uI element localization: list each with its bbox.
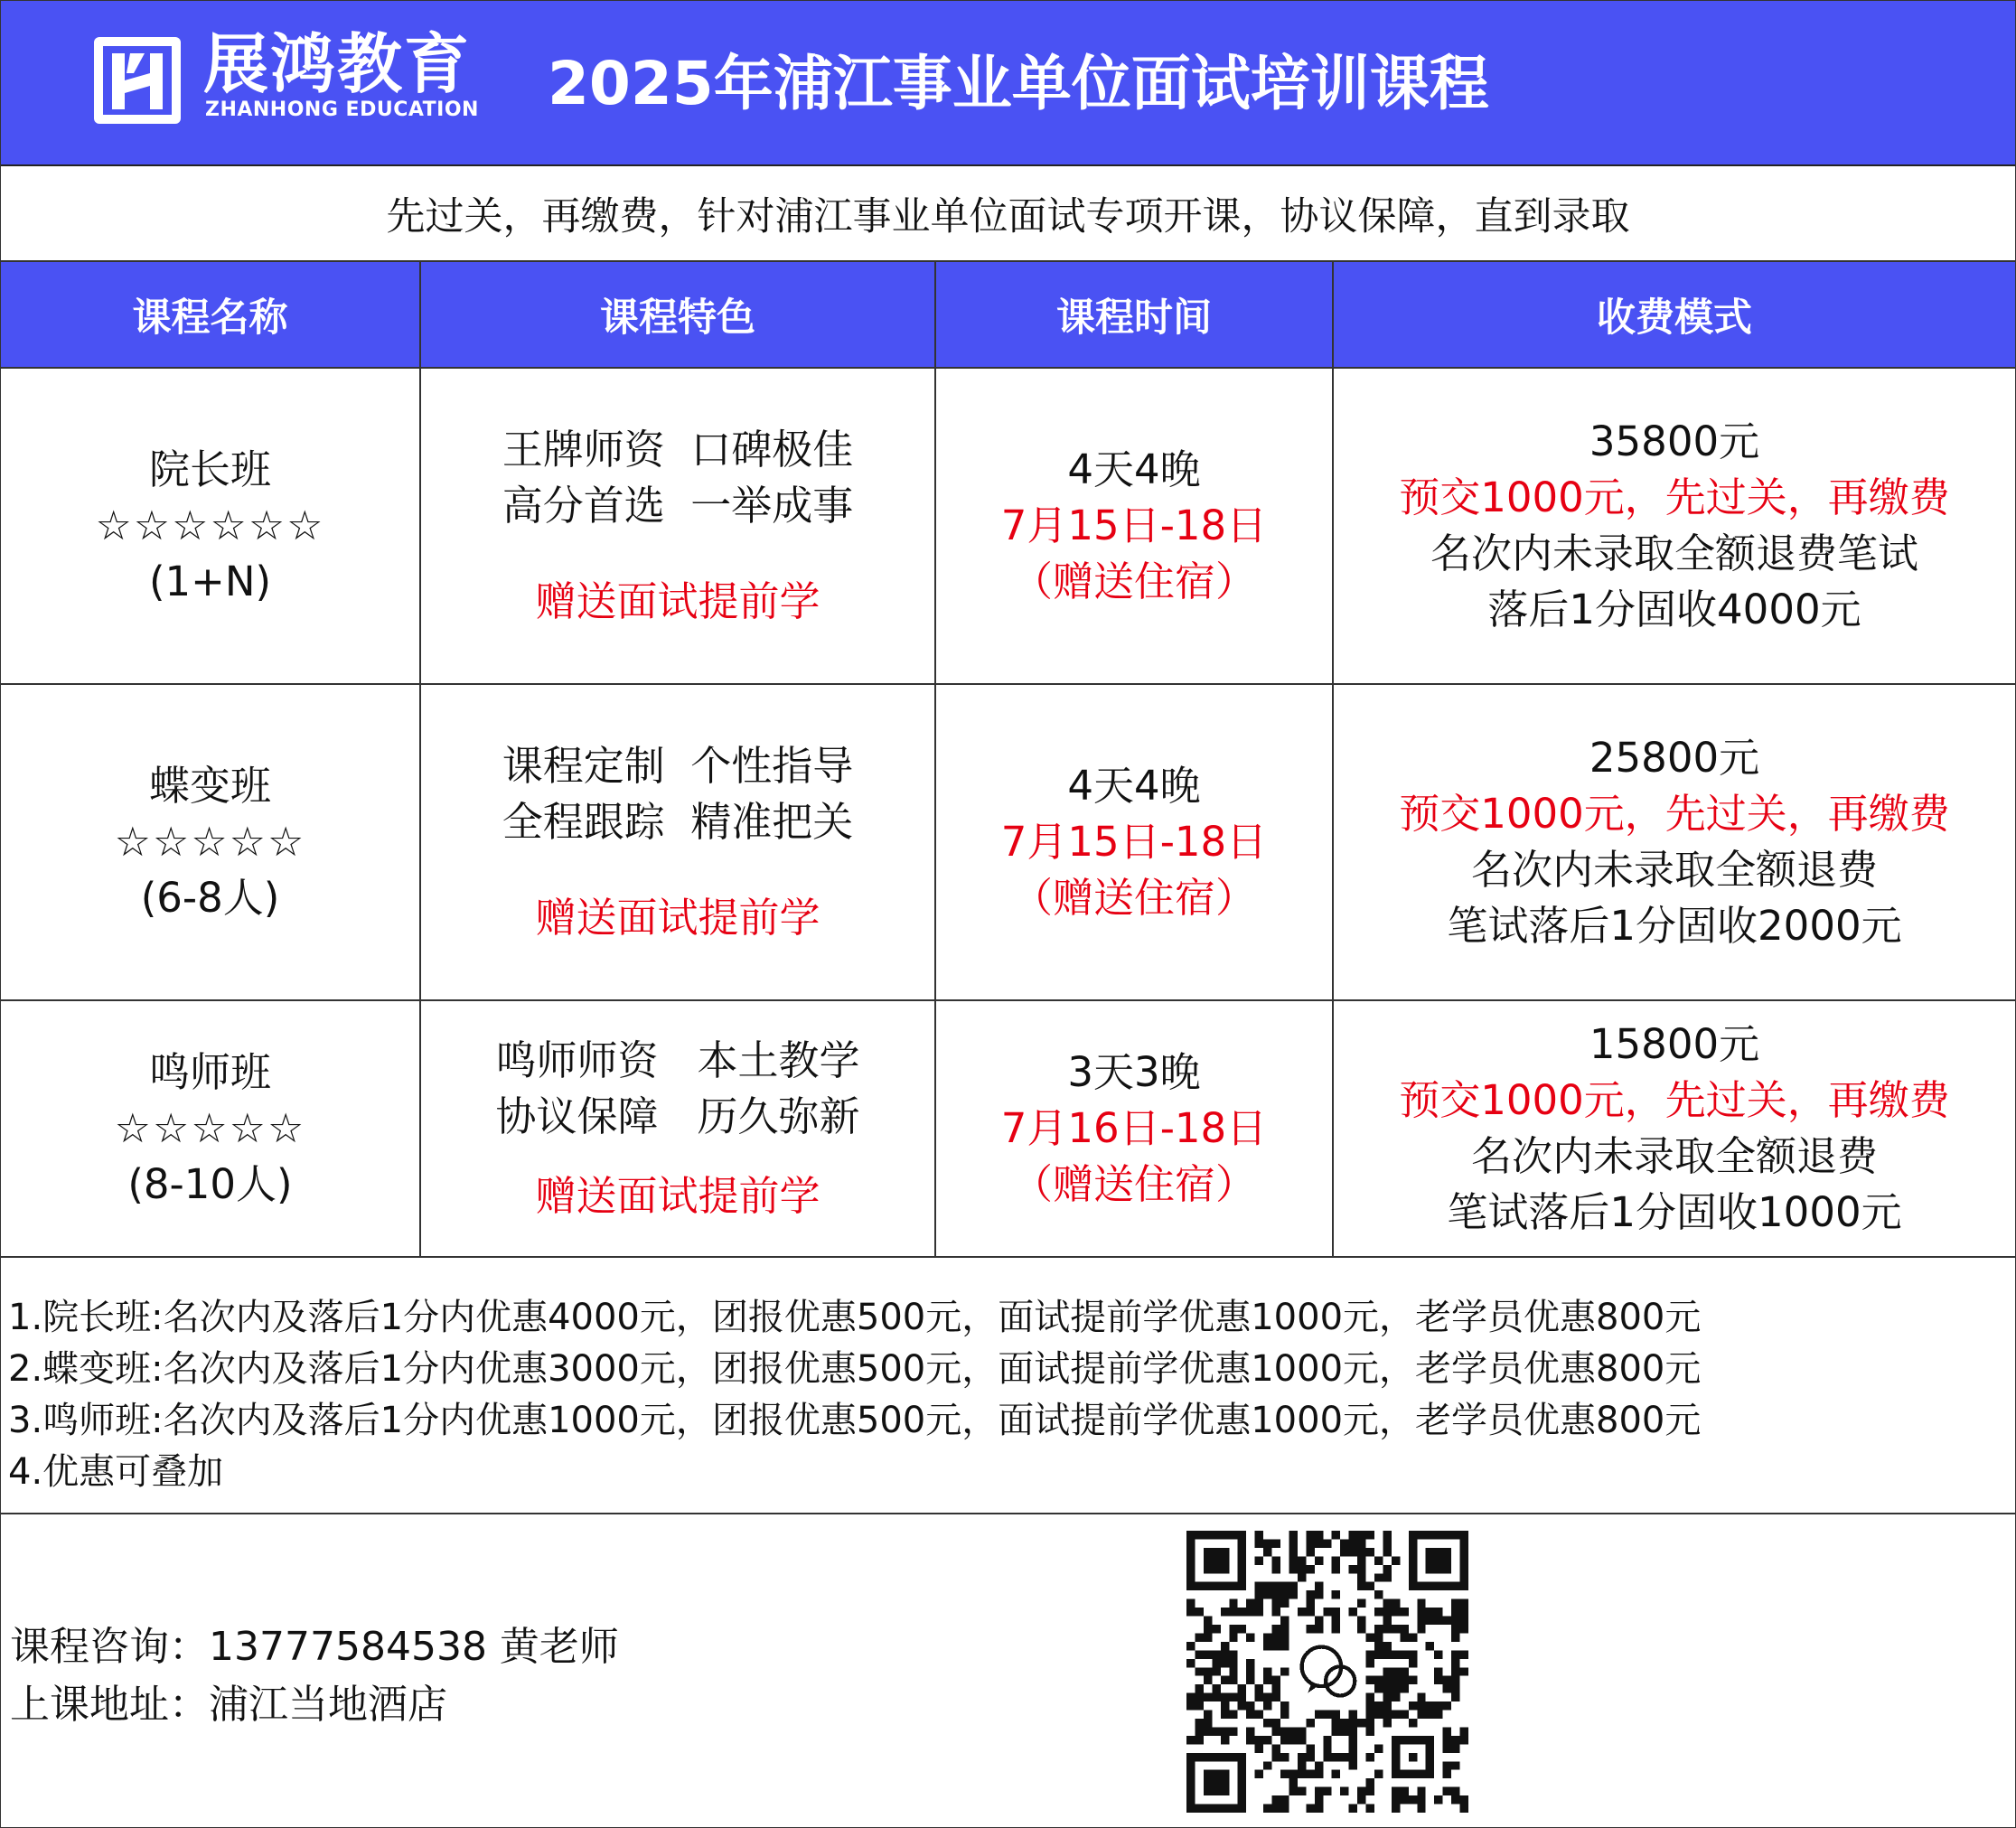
slogan: 先过关，再缴费，针对浦江事业单位面试专项开课，协议保障，直到录取 [1,166,2015,262]
footer [1,1514,2015,1827]
wechat-icon [1293,1637,1362,1706]
class-size: (6-8人) [140,874,280,922]
table-row [1,1001,2015,1258]
feature-line: 协议保障 历久弥新 [495,1092,860,1140]
note-line: 3.鸣师班:名次内及落后1分内优惠1000元，团报优惠500元，面试提前学优惠1000元，老学员优惠800元 [8,1400,1702,1441]
lodging-note: （赠送住宿） [1011,874,1256,922]
discount-notes [1,1258,2015,1514]
feature-line: 鸣师师资 本土教学 [495,1036,860,1084]
fee-term: 笔试落后1分固收1000元 [1447,1188,1902,1236]
date-range: 7月15日-18日 [1000,818,1268,866]
star-rating: ☆☆☆☆☆ [114,818,306,866]
note-line: 1.院长班:名次内及落后1分内优惠4000元，团报优惠500元，面试提前学优惠1000元，老学员优惠800元 [8,1297,1702,1338]
gift-note: 赠送面试提前学 [535,577,820,625]
feature-line: 全程跟踪 精准把关 [502,798,854,846]
course-name: 蝶变班 [148,762,271,810]
note-line: 4.优惠可叠加 [8,1451,224,1493]
fee-term: 笔试落后1分固收2000元 [1447,902,1902,950]
duration: 3天3晚 [1067,1048,1201,1096]
fee-cell [1334,369,2015,683]
column-header-fee: 收费模式 [1597,295,1752,341]
duration: 4天4晚 [1067,762,1201,810]
column-header-time: 课程时间 [936,262,1334,367]
fee-cell [1334,1001,2015,1256]
table-row [1,369,2015,685]
star-rating: ☆☆☆☆☆ [114,1104,306,1152]
course-time-cell [936,685,1334,999]
fee-term: 名次内未录取全额退费 [1470,1132,1878,1180]
course-features-cell [421,1001,936,1256]
consult-phone: 课程咨询：13777584538 黄老师 [10,1624,619,1670]
class-size: (1+N) [148,558,272,605]
brand-name-en: ZHANHONG EDUCATION [205,98,479,121]
star-rating: ☆☆☆☆☆☆ [95,502,325,549]
class-size: (8-10人) [127,1160,293,1208]
contact-info [10,1618,619,1734]
class-address: 上课地址：浦江当地酒店 [10,1682,447,1728]
course-name-cell [1,369,421,683]
column-header-features: 课程特色 [421,262,936,367]
note-line: 2.蝶变班:名次内及落后1分内优惠3000元，团报优惠500元，面试提前学优惠1000元，老学员优惠800元 [8,1348,1702,1390]
brand-name-cn: 展鸿教育 [203,26,472,102]
date-range: 7月15日-18日 [1000,502,1268,549]
table-header [1,262,2015,369]
price: 35800元 [1589,417,1760,465]
deposit-note: 预交1000元，先过关，再缴费 [1399,473,1950,521]
header-banner [1,1,2015,166]
price: 25800元 [1589,734,1760,782]
course-name-cell [1,1001,421,1256]
zh-logo-icon [94,37,181,124]
wechat-qr-code[interactable] [1186,1531,1468,1813]
table-row [1,685,2015,1001]
fee-cell [1334,685,2015,999]
gift-note: 赠送面试提前学 [535,1172,820,1220]
feature-line: 高分首选 一举成事 [502,482,854,530]
course-features-cell [421,685,936,999]
gift-note: 赠送面试提前学 [535,894,820,942]
course-time-cell [936,369,1334,683]
feature-line: 课程定制 个性指导 [502,742,854,790]
fee-term: 名次内未录取全额退费笔试 [1430,530,1918,577]
deposit-note: 预交1000元，先过关，再缴费 [1399,1076,1950,1124]
lodging-note: （赠送住宿） [1011,558,1256,605]
course-time-cell [936,1001,1334,1256]
date-range: 7月16日-18日 [1000,1104,1268,1152]
course-name: 院长班 [148,445,271,493]
course-name: 鸣师班 [148,1048,271,1096]
page-title: 2025年浦江事业单位面试培训课程 [548,49,1489,118]
feature-line: 王牌师资 口碑极佳 [502,426,854,473]
course-features-cell [421,369,936,683]
fee-term: 落后1分固收4000元 [1487,586,1861,633]
course-name-cell [1,685,421,999]
deposit-note: 预交1000元，先过关，再缴费 [1399,790,1950,838]
lodging-note: （赠送住宿） [1011,1160,1256,1208]
duration: 4天4晚 [1067,445,1201,493]
fee-term: 名次内未录取全额退费 [1470,846,1878,894]
price: 15800元 [1589,1020,1760,1068]
column-header-name: 课程名称 [1,262,421,367]
